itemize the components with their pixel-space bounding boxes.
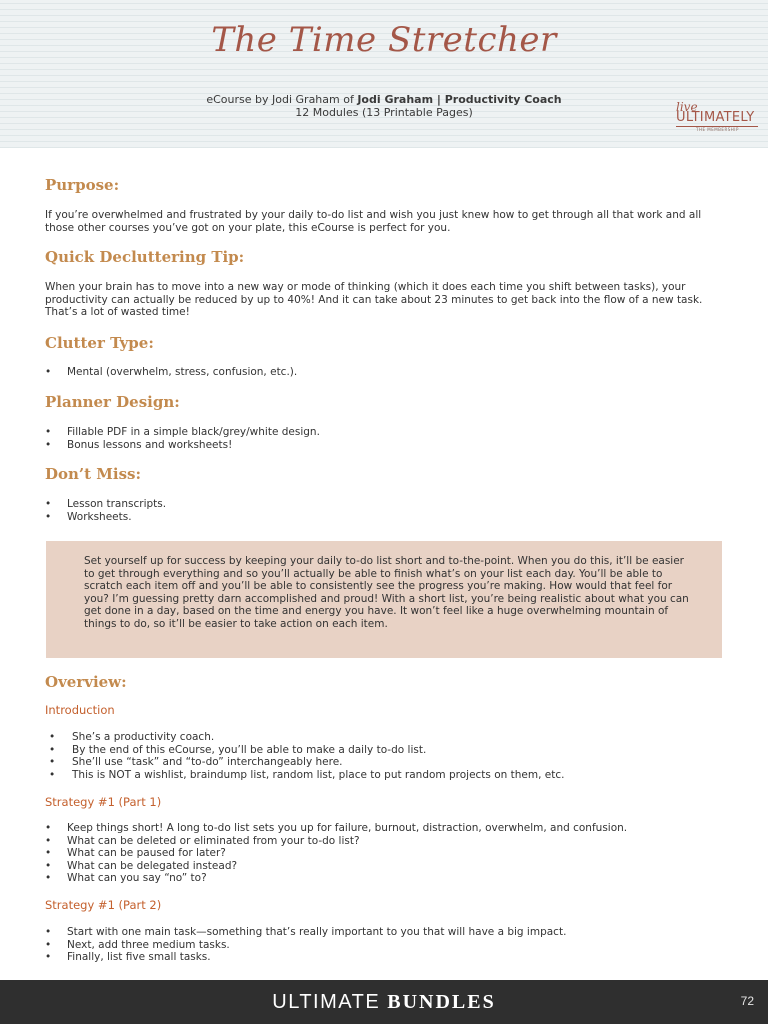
purpose-text: If you’re overwhelmed and frustrated by your daily to-do list and wish you just knew how to get through all that work and all those other courses you’ve got on your plate, this eCourse is perfect for you.: [45, 209, 702, 234]
logo-line-1: live: [676, 100, 698, 114]
list-item: • Mental (overwhelm, stress, confusion, etc.).: [45, 366, 297, 379]
introduction-subheading: Introduction: [45, 703, 115, 717]
course-byline: [0, 93, 768, 119]
strategy-1-part-1-subheading: Strategy #1 (Part 1): [45, 795, 162, 809]
strategy-1-part-1-list: [45, 822, 627, 885]
page-number: 72: [740, 994, 754, 1008]
list-item: • Worksheets.: [45, 511, 166, 524]
purpose-heading: Purpose:: [45, 176, 120, 194]
logo-line-2: ULTIMATELY: [676, 110, 755, 125]
list-item: • What can be deleted or eliminated from your to-do list?: [45, 835, 627, 848]
byline-prefix: eCourse by Jodi Graham of: [206, 93, 358, 106]
planner-design-list: [45, 426, 320, 451]
list-item: • Next, add three medium tasks.: [45, 939, 566, 952]
list-item: • What can be paused for later?: [45, 847, 627, 860]
list-item: • Lesson transcripts.: [45, 498, 166, 511]
list-item: • Bonus lessons and worksheets!: [45, 439, 320, 452]
strategy-1-part-2-list: [45, 926, 566, 964]
list-item: • What can be delegated instead?: [45, 860, 627, 873]
planner-design-heading: Planner Design:: [45, 393, 180, 411]
list-item: • Start with one main task—something that’s really important to you that will have a big impact.: [45, 926, 566, 939]
course-title: The Time Stretcher: [211, 20, 557, 60]
clutter-type-heading: Clutter Type:: [45, 334, 154, 352]
brand-bold: BUNDLES: [387, 991, 496, 1013]
callout-box: [46, 541, 722, 658]
overview-heading: Overview:: [45, 673, 127, 691]
tip-heading: Quick Decluttering Tip:: [45, 248, 245, 266]
introduction-list: [45, 731, 564, 781]
dont-miss-heading: Don’t Miss:: [45, 465, 142, 483]
list-item: • Keep things short! A long to-do list sets you up for failure, burnout, distraction, overwhelm, and confusion.: [45, 822, 627, 835]
list-item: • Finally, list five small tasks.: [45, 951, 566, 964]
list-item: • What can you say “no” to?: [45, 872, 627, 885]
module-count: 12 Modules (13 Printable Pages): [295, 106, 473, 119]
list-item: • She’s a productivity coach.: [45, 731, 564, 744]
ultimate-bundles-logo: [0, 991, 768, 1014]
live-ultimately-logo: [672, 100, 762, 136]
strategy-1-part-2-subheading: Strategy #1 (Part 2): [45, 898, 162, 912]
tip-text: When your brain has to move into a new way or mode of thinking (which it does each time you shift between tasks), your productivity can actually be reduced by up to 40%! And it can take about 23 minutes to get back into the flow of a new task. That’s a lot of wasted time!: [45, 281, 703, 319]
list-item: • This is NOT a wishlist, braindump list, random list, place to put random projects on them, etc.: [45, 769, 564, 782]
byline-author: Jodi Graham | Productivity Coach: [357, 93, 562, 106]
logo-line-3: THE MEMBERSHIP: [696, 127, 739, 132]
list-item: • She’ll use “task” and “to-do” interchangeably here.: [45, 756, 564, 769]
list-item: • By the end of this eCourse, you’ll be able to make a daily to-do list.: [45, 744, 564, 757]
page-footer: [0, 980, 768, 1024]
page-header: [0, 0, 768, 148]
brand-light: ULTIMATE: [272, 991, 381, 1013]
clutter-type-list: [45, 366, 297, 379]
callout-text: Set yourself up for success by keeping your daily to-do list short and to-the-point. When you do this, it’ll be easier to get through everything and so you’ll actually be able to finish what’s on your list each day. You’ll be able to scratch each item off and you’ll be able to consistently see the progress you’re making. How would that feel for you? I’m guessing pretty darn accomplished and proud! With a short list, you’re being realistic about what you can get done in a day, based on the time and energy you have. It won’t feel like a huge overwhelming mountain of things to do, so it’ll be easier to take action on each item.: [84, 555, 689, 630]
dont-miss-list: [45, 498, 166, 523]
list-item: • Fillable PDF in a simple black/grey/white design.: [45, 426, 320, 439]
